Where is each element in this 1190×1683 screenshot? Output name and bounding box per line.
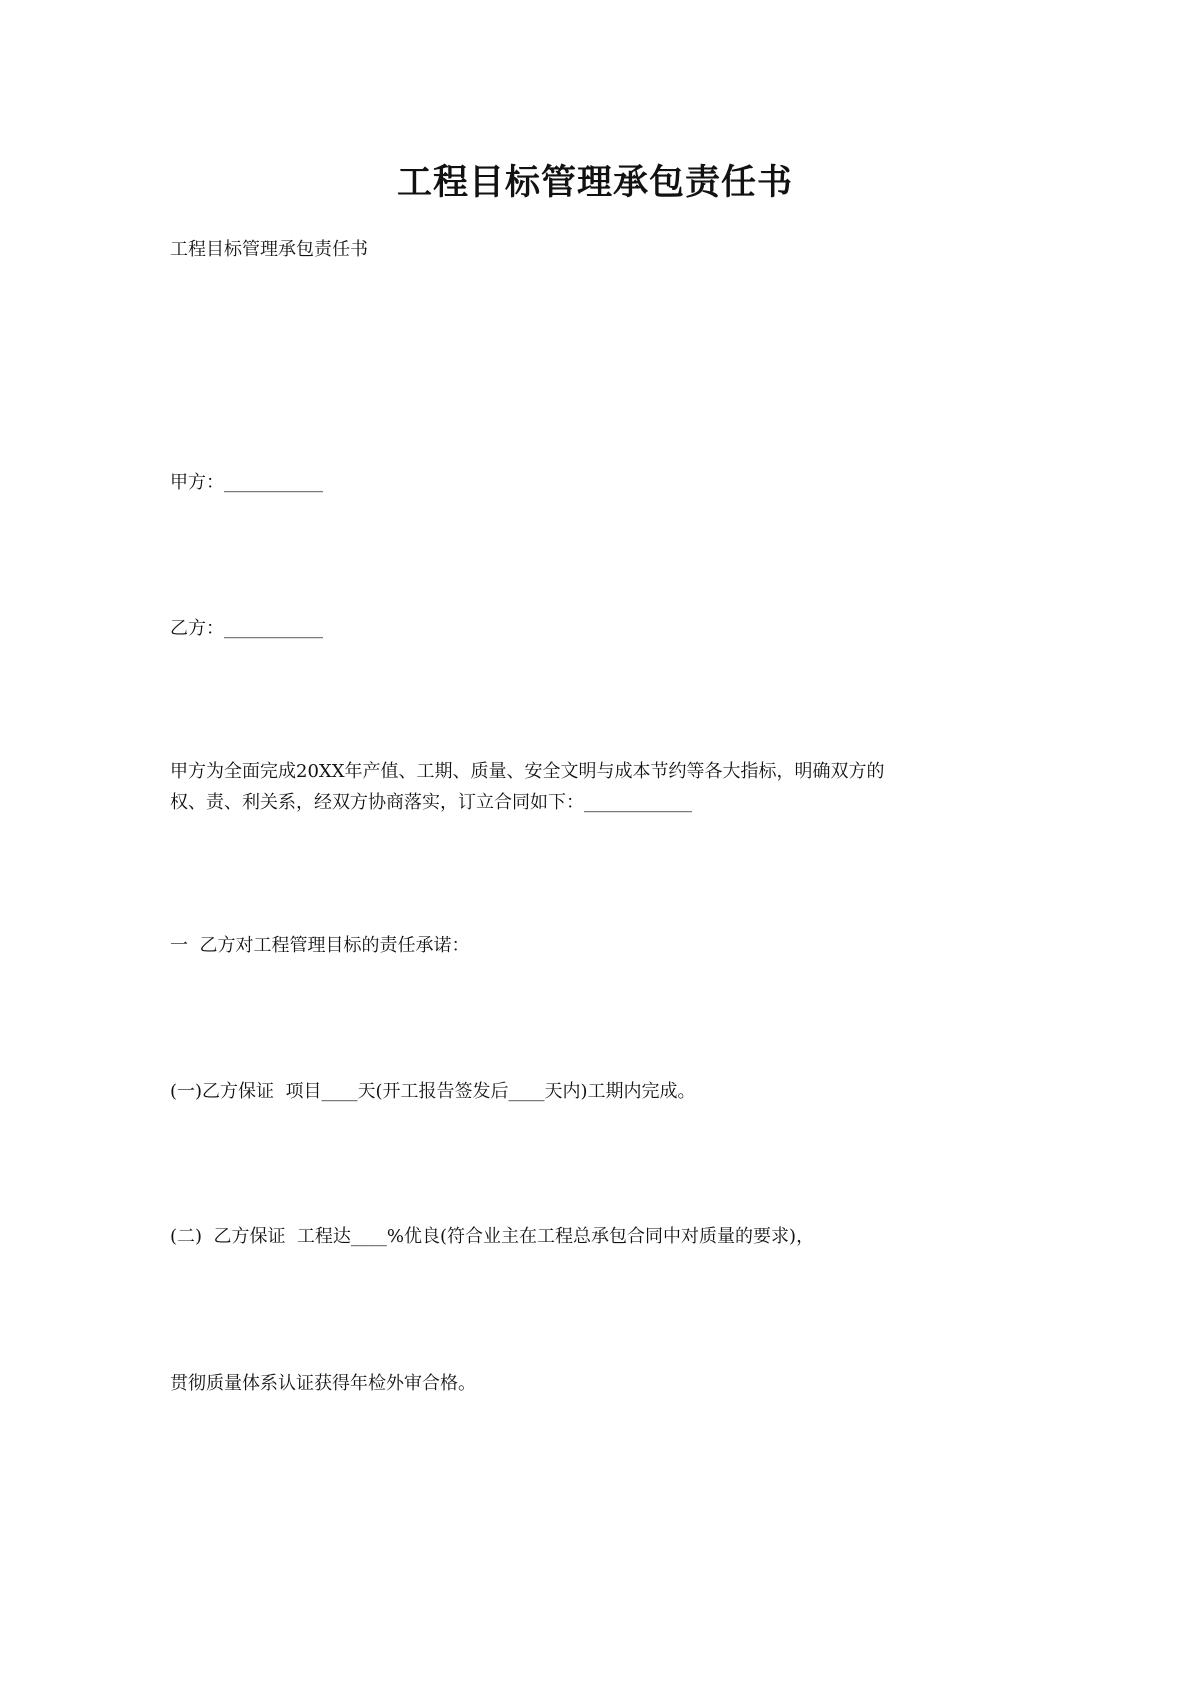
item-2: (二) 乙方保证 工程达____%优良(符合业主在工程总承包合同中对质量的要求)， — [170, 1226, 815, 1247]
party-a-field: 甲方：___________ — [170, 472, 323, 493]
document-title: 工程目标管理承包责任书 — [396, 162, 793, 203]
section-1-heading: 一 乙方对工程管理目标的责任承诺： — [170, 935, 470, 956]
intro-paragraph-line-1: 甲方为全面完成20XX年产值、工期、质量、安全文明与成本节约等各大指标，明确双方的 — [170, 761, 885, 782]
document-subtitle: 工程目标管理承包责任书 — [170, 239, 368, 260]
item-1: (一)乙方保证 项目____天(开工报告签发后____天内)工期内完成。 — [170, 1081, 696, 1102]
item-2-continuation: 贯彻质量体系认证获得年检外审合格。 — [170, 1373, 476, 1394]
intro-paragraph-line-2: 权、责、利关系，经双方协商落实，订立合同如下：____________ — [170, 792, 692, 813]
party-b-field: 乙方：___________ — [170, 618, 323, 639]
